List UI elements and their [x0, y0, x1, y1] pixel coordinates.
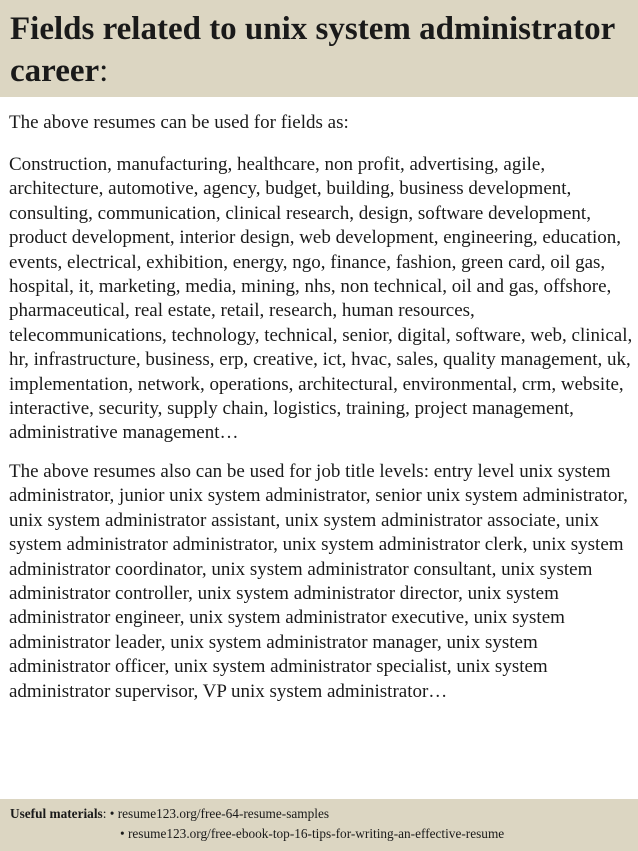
page-title [10, 8, 628, 92]
footer-banner [0, 799, 638, 851]
main-content [9, 111, 633, 704]
page-title-colon: : [99, 53, 109, 89]
useful-materials-label: Useful materials [10, 806, 103, 821]
fields-list: Construction, manufacturing, healthcare, non profit, advertising, agile, architecture, automotive, agency, budget, building, business development, consulting, communication, clinical research, design, software development, product development, interior design, web development, engineering, education, events, electrical, exhibition, energy, ngo, finance, fashion, green card, oil gas, hospital, it, marketing, media, mining, nhs, non technical, oil and gas, offshore, pharmaceutical, real estate, retail, research, human resources, telecommunications, technology, technical, senior, digital, software, web, clinical, hr, infrastructure, business, erp, creative, ict, hvac, sales, quality management, uk, implementation, network, operations, architectural, environmental, crm, website, interactive, security, supply chain, logistics, training, project management, administrative management… [9, 154, 633, 444]
footer-row [10, 804, 628, 824]
useful-materials-colon: : [102, 806, 107, 821]
footer-link-ebook[interactable]: • resume123.org/free-ebook-top-16-tips-for-writing-an-effective-resume [120, 826, 505, 841]
header-banner [0, 0, 638, 97]
footer-row [10, 824, 628, 844]
job-titles-list: The above resumes also can be used for job title levels: entry level unix system administrator, junior unix system administrator, senior unix system administrator, unix system administrator assistant, unix system administrator associate, unix system administrator administrator, unix system administrator clerk, unix system administrator coordinator, unix system administrator consultant, unix system administrator controller, unix system administrator director, unix system administrator engineer, unix system administrator executive, unix system administrator leader, unix system administrator manager, unix system administrator officer, unix system administrator specialist, unix system administrator supervisor, VP unix system administrator… [9, 460, 628, 702]
page-title-text: Fields related to unix system administrator career [10, 11, 615, 89]
intro-text: The above resumes can be used for fields as: [9, 112, 349, 133]
footer-link-resume-samples[interactable]: • resume123.org/free-64-resume-samples [109, 806, 330, 821]
